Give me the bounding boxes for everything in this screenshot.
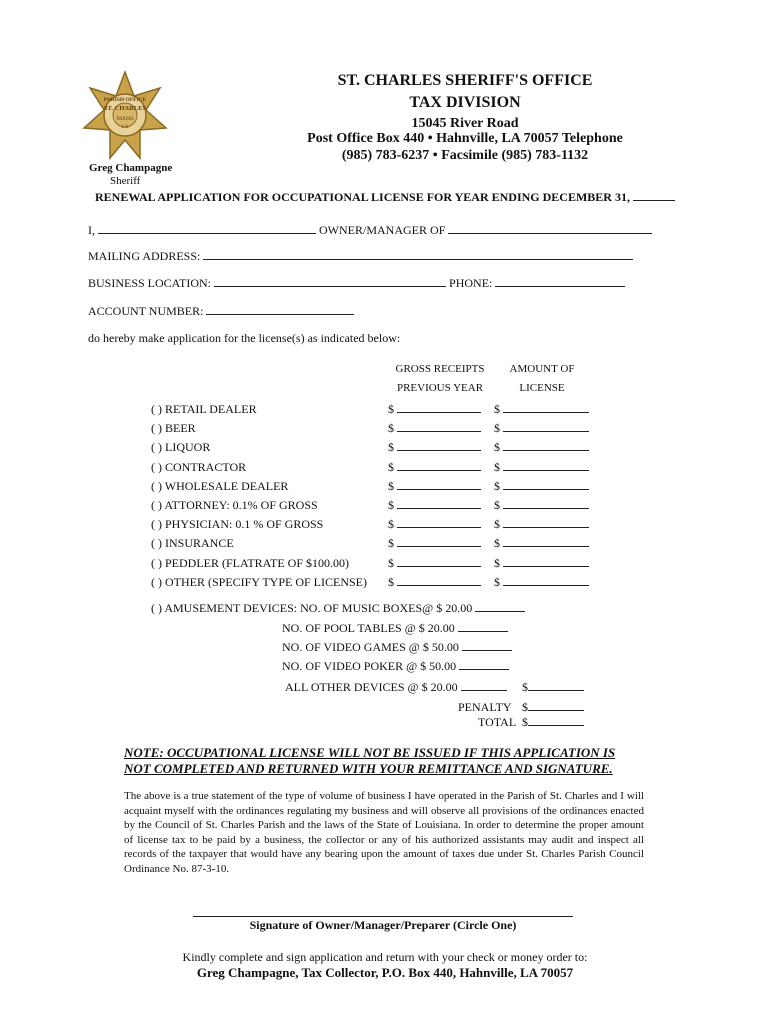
business-row (88, 276, 625, 291)
business-location-field[interactable] (214, 285, 446, 287)
video-poker-field[interactable] (459, 668, 509, 670)
currency-symbol: $ (494, 421, 500, 435)
renewal-title (95, 190, 675, 205)
license-amount-field[interactable] (503, 411, 589, 413)
other-devices-amount (522, 680, 584, 695)
currency-symbol: $ (494, 440, 500, 454)
gross-receipts-cell (388, 402, 481, 417)
license-option[interactable]: ( ) PEDDLER (FLATRATE OF $100.00) (151, 556, 349, 570)
street-address: 15045 River Road (411, 116, 519, 131)
gross-receipts-field[interactable] (397, 411, 481, 413)
license-amount-field[interactable] (503, 469, 589, 471)
pool-tables-field[interactable] (458, 630, 508, 632)
hereby-text: do hereby make application for the license(s) as indicated below: (88, 331, 401, 345)
license-amount-cell (494, 421, 589, 436)
other-devices-label: ALL OTHER DEVICES @ $ 20.00 (285, 680, 458, 694)
license-amount-cell (494, 517, 589, 532)
amount-header-1: AMOUNT OF (509, 363, 575, 375)
penalty-row (458, 700, 512, 715)
license-option[interactable]: ( ) INSURANCE (151, 536, 234, 550)
license-option[interactable]: ( ) CONTRACTOR (151, 460, 247, 474)
signature-label: Signature of Owner/Manager/Preparer (Circle One) (249, 918, 517, 932)
gross-header-1: GROSS RECEIPTS (395, 363, 485, 375)
license-amount-cell (494, 402, 589, 417)
i-label: I, (88, 223, 95, 237)
other-devices-field[interactable] (461, 689, 507, 691)
po-box-line: Post Office Box 440 • Hahnville, LA 70057 Telephone (307, 131, 623, 146)
video-games-label: NO. OF VIDEO GAMES @ $ 50.00 (282, 640, 459, 654)
license-option[interactable]: ( ) OTHER (SPECIFY TYPE OF LICENSE) (151, 575, 368, 589)
return-instructions: Kindly complete and sign application and return with your check or money order to: (182, 950, 588, 964)
pool-row (282, 621, 508, 636)
penalty-label: PENALTY (458, 700, 512, 714)
division-title: TAX DIVISION (409, 94, 521, 111)
gross-receipts-cell (388, 421, 481, 436)
currency-symbol: $ (388, 556, 394, 570)
license-amount-cell (494, 575, 589, 590)
mailing-address-field[interactable] (203, 258, 633, 260)
gross-receipts-field[interactable] (397, 526, 481, 528)
total-amount (522, 715, 584, 730)
currency-symbol: $ (494, 402, 500, 416)
license-amount-field[interactable] (503, 565, 589, 567)
currency-symbol: $ (494, 460, 500, 474)
license-amount-cell (494, 440, 589, 455)
other-devices-amount-field[interactable] (528, 689, 584, 691)
license-amount-field[interactable] (503, 449, 589, 451)
gross-receipts-cell (388, 460, 481, 475)
amusement-music-row (151, 601, 525, 616)
license-option[interactable]: ( ) BEER (151, 421, 196, 435)
applicant-name-field[interactable] (98, 232, 316, 234)
currency-symbol: $ (494, 517, 500, 531)
owner-row (88, 223, 652, 238)
video-poker-row (282, 659, 509, 674)
total-row (478, 715, 516, 730)
video-games-row (282, 640, 512, 655)
gross-receipts-field[interactable] (397, 430, 481, 432)
gross-receipts-cell (388, 575, 481, 590)
license-amount-cell (494, 536, 589, 551)
business-name-field[interactable] (448, 232, 652, 234)
note-line-1: NOTE: OCCUPATIONAL LICENSE WILL NOT BE ISSUED IF THIS APPLICATION IS (124, 745, 616, 760)
license-amount-cell (494, 556, 589, 571)
amusement-music-label: ( ) AMUSEMENT DEVICES: NO. OF MUSIC BOXES@ $ 20.00 (151, 601, 473, 615)
account-number-field[interactable] (206, 313, 354, 315)
license-option[interactable]: ( ) RETAIL DEALER (151, 402, 257, 416)
license-amount-field[interactable] (503, 526, 589, 528)
gross-receipts-cell (388, 517, 481, 532)
renewal-title-text: RENEWAL APPLICATION FOR OCCUPATIONAL LICENSE FOR YEAR ENDING DECEMBER 31, (95, 190, 630, 204)
gross-receipts-field[interactable] (397, 584, 481, 586)
year-field[interactable] (633, 199, 675, 201)
badge-text-state: LA (121, 125, 129, 130)
video-poker-label: NO. OF VIDEO POKER @ $ 50.00 (282, 659, 457, 673)
phone-field[interactable] (495, 285, 625, 287)
currency-symbol: $ (494, 536, 500, 550)
phone-label: PHONE: (449, 276, 493, 290)
currency-symbol: $ (494, 556, 500, 570)
license-option[interactable]: ( ) ATTORNEY: 0.1% OF GROSS (151, 498, 318, 512)
total-field[interactable] (528, 724, 584, 726)
currency-symbol: $ (388, 498, 394, 512)
license-amount-cell (494, 479, 589, 494)
statement-paragraph: The above is a true statement of the type of volume of business I have operated in the Parish of St. Charles and I will acquaint myself with the ordinances regulating my business and will observe all provisions of the ordinances enacted by the Council of St. Charles Parish and the laws of the State of Louisiana. In order to determine the proper amount of license tax to be paid by a business, the collector or any of his authorized assistants may audit and inspect all records of the taxpayer that would have any bearing upon the amount of taxes due under St. Charles Parish Council Ordinance No. 87-3-10. (124, 790, 644, 875)
currency-symbol: $ (522, 700, 528, 714)
currency-symbol: $ (522, 715, 528, 729)
currency-symbol: $ (494, 479, 500, 493)
license-amount-cell (494, 498, 589, 513)
license-option[interactable]: ( ) WHOLESALE DEALER (151, 479, 289, 493)
sheriff-name: Greg Champagne (89, 162, 173, 174)
account-label: ACCOUNT NUMBER: (88, 304, 204, 318)
badge-text-bottom: PARISH (116, 117, 134, 122)
license-amount-field[interactable] (503, 584, 589, 586)
gross-receipts-cell (388, 479, 481, 494)
license-option[interactable]: ( ) PHYSICIAN: 0.1 % OF GROSS (151, 517, 324, 531)
video-games-field[interactable] (462, 649, 512, 651)
gross-receipts-cell (388, 536, 481, 551)
gross-receipts-cell (388, 556, 481, 571)
business-label: BUSINESS LOCATION: (88, 276, 212, 290)
license-amount-field[interactable] (503, 507, 589, 509)
license-amount-field[interactable] (503, 488, 589, 490)
gross-receipts-field[interactable] (397, 565, 481, 567)
badge-text-mid: ST. CHARLES (103, 105, 147, 112)
currency-symbol: $ (494, 498, 500, 512)
gross-receipts-field[interactable] (397, 507, 481, 509)
gross-receipts-field[interactable] (397, 449, 481, 451)
badge-text-top: PARISH OFFICE (103, 97, 147, 103)
phone-fax-line: (985) 783-6237 • Facsimile (985) 783-1132 (341, 148, 589, 163)
gross-receipts-cell (388, 498, 481, 513)
license-amount-field[interactable] (503, 545, 589, 547)
currency-symbol: $ (522, 680, 528, 694)
penalty-amount (522, 700, 584, 715)
note-line-2: NOT COMPLETED AND RETURNED WITH YOUR REMITTANCE AND SIGNATURE. (124, 761, 613, 776)
sheriff-badge-logo (80, 70, 170, 165)
currency-symbol: $ (388, 402, 394, 416)
signature-line[interactable] (193, 916, 573, 917)
currency-symbol: $ (388, 421, 394, 435)
currency-symbol: $ (494, 575, 500, 589)
gross-receipts-field[interactable] (397, 545, 481, 547)
license-amount-cell (494, 460, 589, 475)
pool-label: NO. OF POOL TABLES @ $ 20.00 (282, 621, 455, 635)
gross-receipts-field[interactable] (397, 488, 481, 490)
account-row (88, 304, 354, 319)
license-option[interactable]: ( ) LIQUOR (151, 440, 211, 454)
currency-symbol: $ (388, 440, 394, 454)
currency-symbol: $ (388, 517, 394, 531)
gross-receipts-field[interactable] (397, 469, 481, 471)
currency-symbol: $ (388, 479, 394, 493)
office-title: ST. CHARLES SHERIFF'S OFFICE (337, 72, 593, 89)
amount-header-2: LICENSE (519, 382, 565, 394)
currency-symbol: $ (388, 575, 394, 589)
gross-receipts-cell (388, 440, 481, 455)
note-block (124, 745, 615, 777)
sheriff-title: Sheriff (110, 175, 141, 187)
currency-symbol: $ (388, 460, 394, 474)
owner-label: OWNER/MANAGER OF (319, 223, 446, 237)
collector-address: Greg Champagne, Tax Collector, P.O. Box 440, Hahnville, LA 70057 (196, 965, 574, 980)
currency-symbol: $ (388, 536, 394, 550)
penalty-field[interactable] (528, 709, 584, 711)
music-boxes-field[interactable] (475, 610, 525, 612)
total-label: TOTAL (478, 715, 517, 729)
license-amount-field[interactable] (503, 430, 589, 432)
gross-header-2: PREVIOUS YEAR (396, 382, 484, 394)
mailing-label: MAILING ADDRESS: (88, 249, 201, 263)
mailing-row (88, 249, 633, 264)
other-devices-row (285, 680, 507, 695)
